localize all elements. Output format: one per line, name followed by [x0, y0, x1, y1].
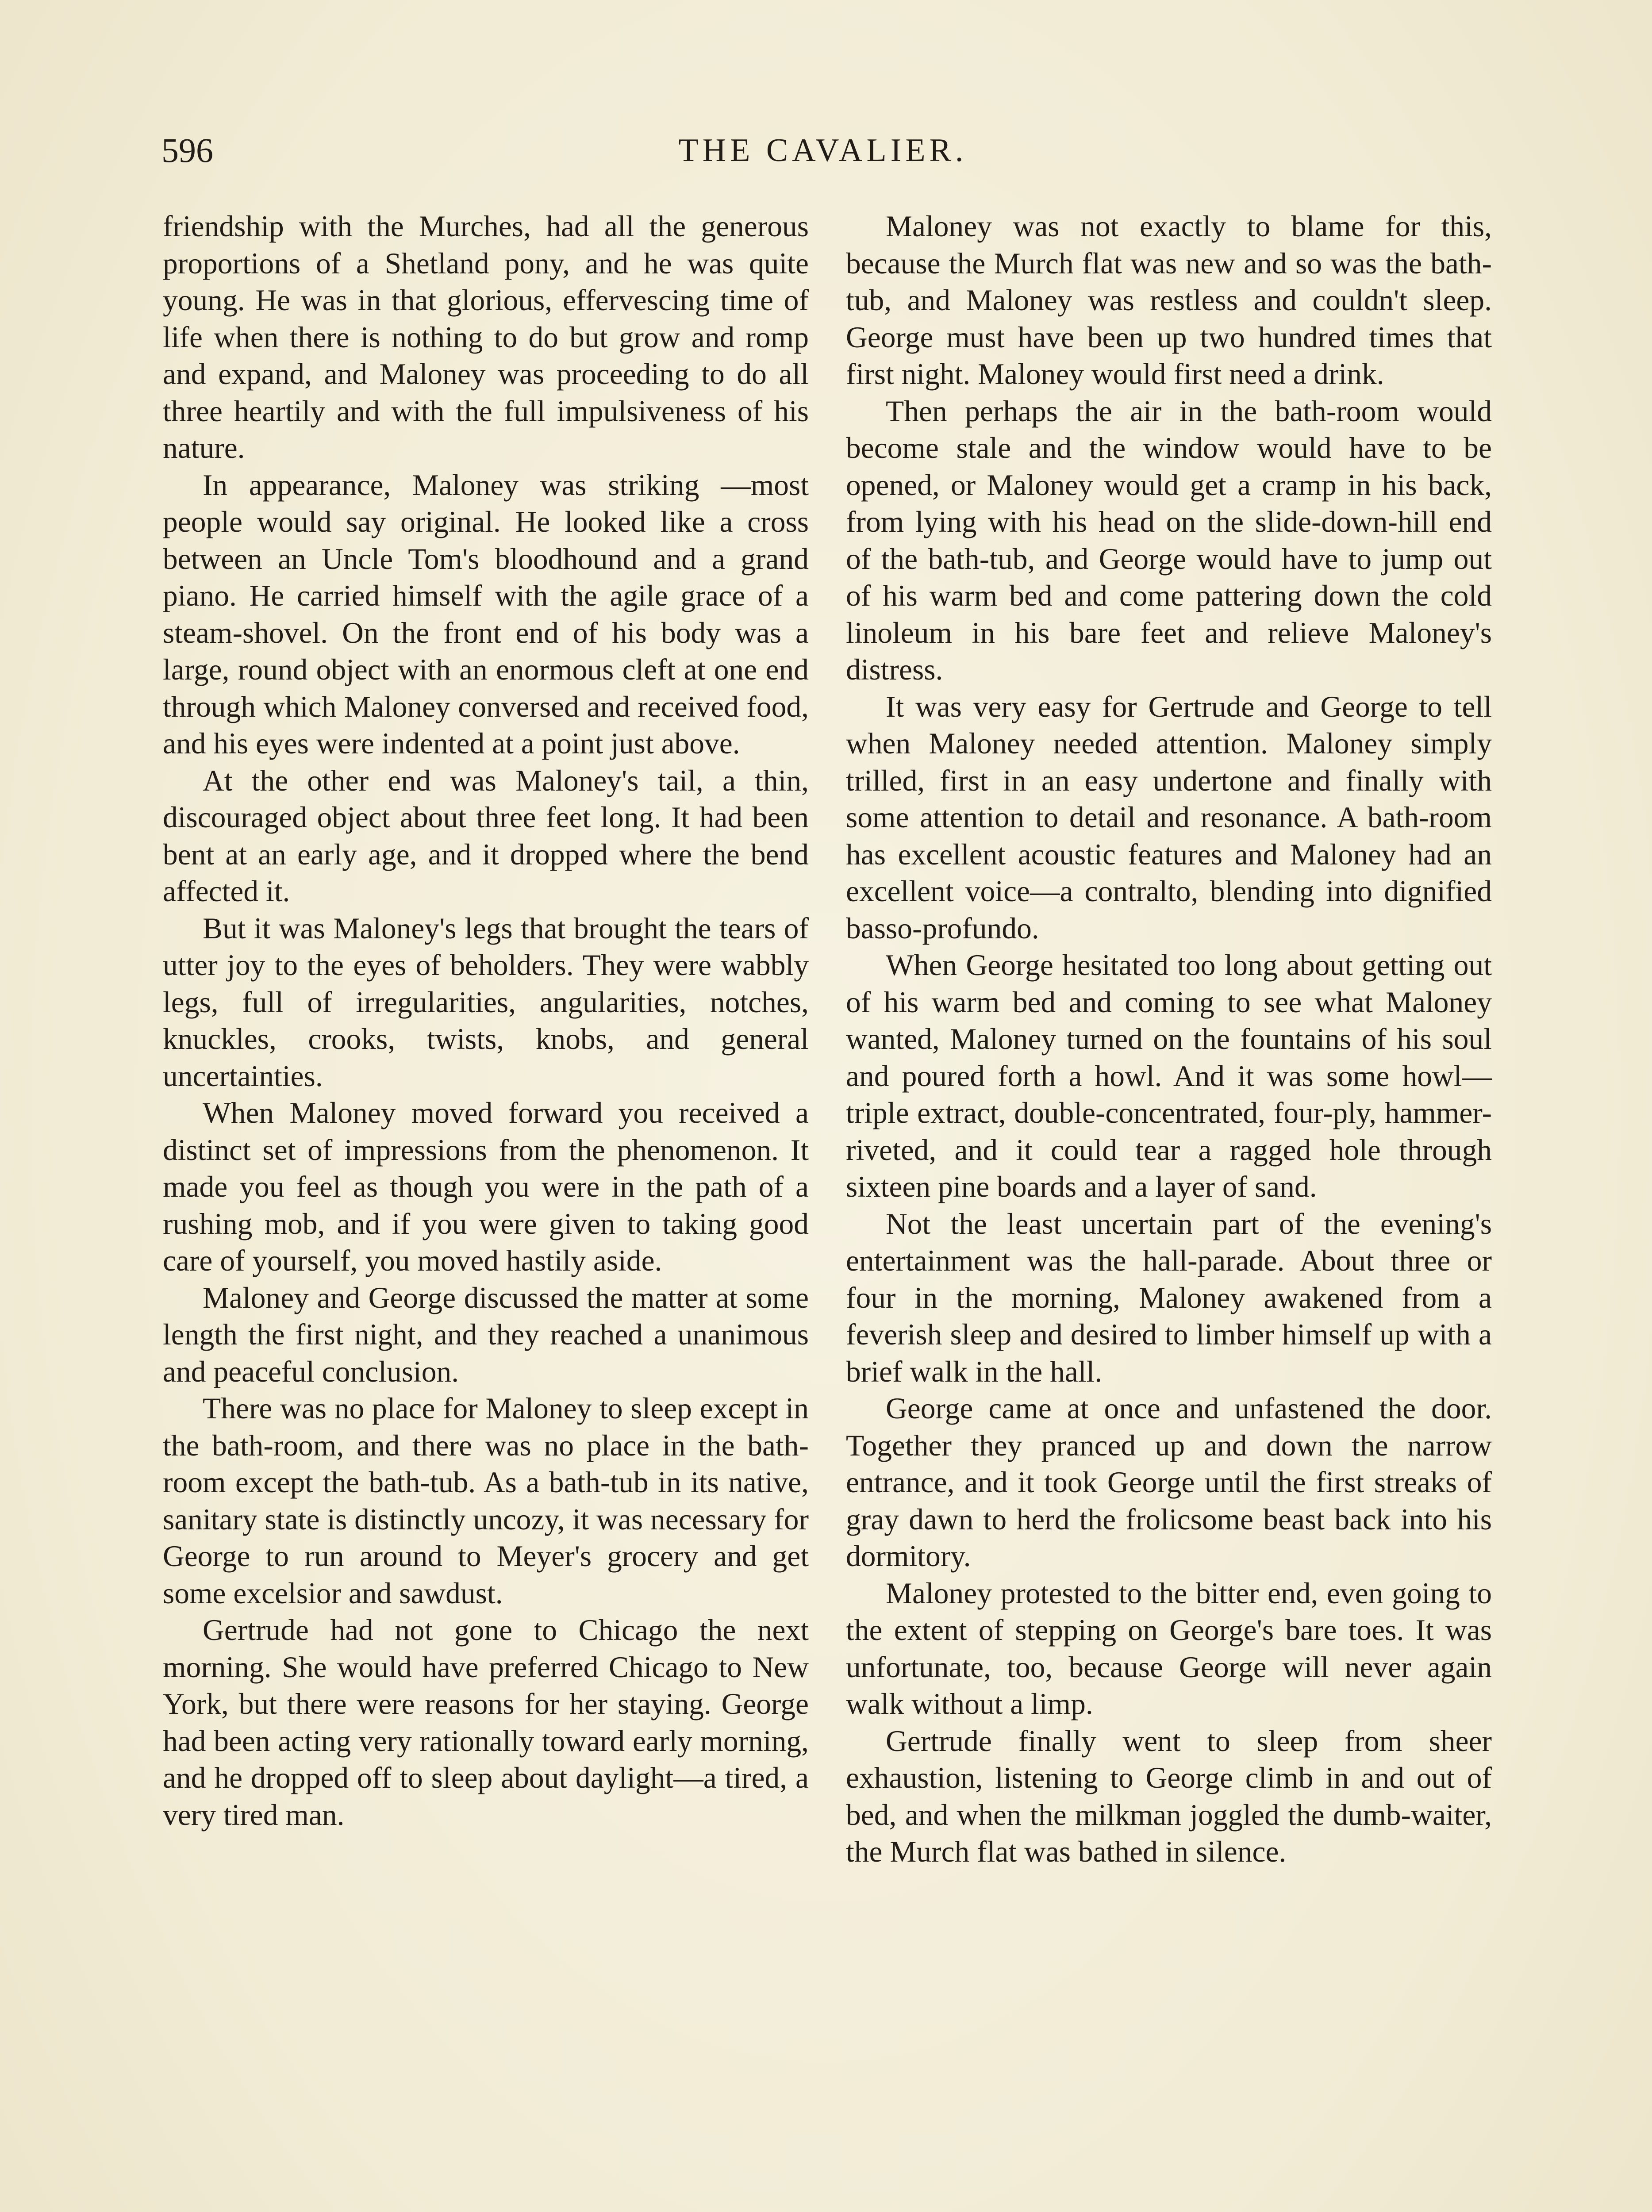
paragraph: Maloney was not exactly to blame for this, because the Murch flat was new and so was the bath-tub, and Maloney was restless and couldn't sleep. George must have been up two hundred times that first night. Maloney would first need a drink. — [846, 210, 1492, 391]
paragraph: When George hesitated too long about getting out of his warm bed and coming to see what Maloney wanted, Maloney turned on the fountains of his soul and poured forth a howl. And it was some howl—triple extract, double-concentrated, four-ply, hammer-riveted, and it could tear a ragged hole through sixteen pine boards and a layer of sand. — [846, 949, 1492, 1203]
page-number: 596 — [161, 131, 213, 169]
running-title: THE CAVALIER. — [678, 132, 968, 169]
paragraph: At the other end was Maloney's tail, a thin, discouraged object about three feet long. It had been bent at an early age, and it dropped where the bend affected it. — [163, 764, 809, 908]
paragraph: When Maloney moved forward you received a distinct set of impressions from the phenomenon. It made you feel as though you were in the path of a rushing mob, and if you were given to taking good care of yourself, you moved hastily aside. — [163, 1096, 809, 1277]
paragraph: Not the least uncertain part of the evening's entertainment was the hall-parade. About three or four in the morning, Maloney awakened from a feverish sleep and desired to limber himself up with a brief walk in the hall. — [846, 1207, 1492, 1388]
page-header — [161, 126, 1484, 179]
paragraph: But it was Maloney's legs that brought the tears of utter joy to the eyes of beholders. They were wabbly legs, full of irregularities, angularities, notches, knuckles, crooks, twists, knobs, and general uncertainties. — [163, 911, 809, 1093]
paragraph: Maloney protested to the bitter end, even going to the extent of stepping on George's bare toes. It was unfortunate, too, because George will never again walk without a limp. — [846, 1576, 1492, 1720]
paragraph: Gertrude had not gone to Chicago the next morning. She would have preferred Chicago to New York, but there were reasons for her staying. George had been acting very rationally toward early morning, and he dropped off to sleep about daylight—a tired, a very tired man. — [163, 1613, 809, 1832]
right-column — [846, 208, 1492, 1870]
paragraph: Gertrude finally went to sleep from sheer exhaustion, listening to George climb in and out of bed, and when the milkman joggled the dumb-waiter, the Murch flat was bathed in silence. — [846, 1724, 1492, 1868]
paragraph: friendship with the Murches, had all the generous proportions of a Shetland pony, and he was quite young. He was in that glorious, effervescing time of life when there is nothing to do but grow and romp and expand, and Maloney was proceeding to do all three heartily and with the full impulsiveness of his nature. — [163, 210, 809, 465]
left-column — [163, 208, 809, 1833]
paragraph: George came at once and unfastened the door. Together they pranced up and down the narrow entrance, and it took George until the first streaks of gray dawn to herd the frolicsome beast back into his dormitory. — [846, 1392, 1492, 1573]
paragraph: Maloney and George discussed the matter at some length the first night, and they reached a unanimous and peaceful conclusion. — [163, 1281, 809, 1388]
paragraph: It was very easy for Gertrude and George to tell when Maloney needed attention. Maloney simply trilled, first in an easy undertone and finally with some attention to detail and resonance. A bath-room has excellent acoustic features and Maloney had an excellent voice—a contralto, blending into dignified basso-profundo. — [846, 690, 1492, 945]
paragraph: Then perhaps the air in the bath-room would become stale and the window would have to be opened, or Maloney would get a cramp in his back, from lying with his head on the slide-down-hill end of the bath-tub, and George would have to jump out of his warm bed and come pattering down the cold linoleum in his bare feet and relieve Maloney's distress. — [846, 394, 1492, 686]
paragraph: There was no place for Maloney to sleep except in the bath-room, and there was no place in the bath-room except the bath-tub. As a bath-tub in its native, sanitary state is distinctly uncozy, it was necessary for George to run around to Meyer's grocery and get some excelsior and sawdust. — [163, 1392, 809, 1610]
paragraph: In appearance, Maloney was striking —most people would say original. He looked like a cross between an Uncle Tom's bloodhound and a grand piano. He carried himself with the agile grace of a steam-shovel. On the front end of his body was a large, round object with an enormous cleft at one end through which Maloney conversed and received food, and his eyes were indented at a point just above. — [163, 468, 809, 760]
